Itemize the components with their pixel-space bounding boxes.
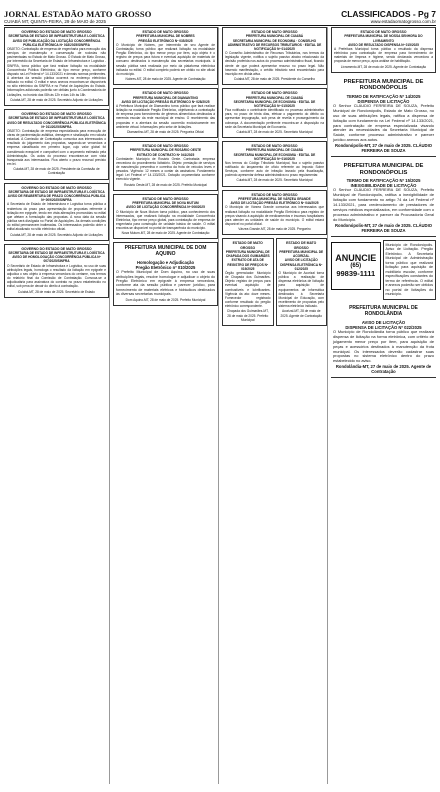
feature-body: O Senhor CLÁUDIO FERREIRA DE SOUZA, Prefeito Municipal de Rondonópolis, ratifica a inexigibilidade de licitação com fundamento no artigo 74 da Lei Federal nº 14.133/2021, para credenciamento de prestadores de serviços médicos especializados, em conformidade com o processo administrativo e parecer da Procuradoria Geral do Município. — [333, 187, 434, 222]
notice-signature: Cuiabá-MT, 28 de maio de 2025. Presidente do Conselho — [233, 76, 316, 81]
masthead — [4, 4, 436, 26]
feature-ref: Pregão Eletrônico nº 010/2025 — [135, 265, 196, 270]
notice-signature: Cuiabá-MT, 28 de maio de 2025. Presidente da Comissão de Contratação — [13, 167, 100, 176]
feature-title: PREFEITURA MUNICIPAL DE RONDONÓPOLIS — [343, 78, 424, 92]
notice-ref: AVISO DE PUBLICAÇÃO DA LICITAÇÃO CONCORRÊNCIA PÚBLICA ELETRÔNICA Nº 018/2025/SINFRA — [12, 38, 101, 47]
notice-signature: Nobres-MT, 28 de maio de 2025. Agente de Contratação — [125, 76, 206, 81]
feature-body: O Prefeito Municipal de Dom Aquino, no uso de suas atribuições legais, resolve homologar e adjudicar o objeto do Pregão Eletrônico em epígrafe à empresa vencedora, conforme ata da sessão pública e parecer jurídico, para fornecimento de materiais elétricos e hidráulicos destinados às diversas secretarias municipais. — [116, 270, 215, 297]
feature-title: PREFEITURA MUNICIPAL DE DOM AQUINO — [124, 245, 207, 258]
notice-body: O Município de Acorizal torna pública a realização de dispensa eletrônica de licitação para aquisição de equipamentos de informática destinados à Secretaria Municipal de Educação, com recebimento de propostas pelo sistema eletrônico indicado. — [278, 270, 324, 309]
notice-title: GOVERNO DO ESTADO DE MATO GROSSO — [21, 185, 92, 190]
feature-signature: Rondonópolis-MT, 27 de maio de 2025. CLÁUDIO FERREIRA DE SOUZA — [334, 143, 433, 154]
notice-signature: Acorizal-MT, 28 de maio de 2025. Agente de Contratação — [280, 309, 322, 318]
notice-title: GOVERNO DO ESTADO DE MATO GROSSO — [21, 246, 92, 251]
date-line: CUIABÁ MT, QUINTA-FEIRA, 29 de MAIO de 2025 — [4, 18, 106, 24]
newspaper-page — [4, 4, 436, 784]
feature-body: O Município de Rondolândia torna público que realizará dispensa de licitação na forma eletrônica, com critério de julgamento menor preço por item, para aquisição de peças e acessórios destinados à manutenção da frota municipal. Os interessados deverão cadastrar suas propostas no sistema eletrônico dentro do prazo estabelecido no aviso. — [333, 329, 434, 364]
notice-body: O Município de Nova Mutum torna público, para conhecimento dos interessados, que realizará licitação na modalidade Concorrência Eletrônica, tipo menor preço global, para contratação de empresa de engenharia para construção de unidade básica de saúde. O edital encontra-se disponível no portal de transparência do município. — [116, 209, 215, 231]
notice-signature: Livramento-MT, 28 de maio de 2025. Agente de Contratação — [340, 64, 427, 69]
notice-signature: Cuiabá-MT, 28 de maio de 2025. Secretário de Estado — [18, 289, 95, 294]
notice-title: ESTADO DE MATO GROSSO — [142, 196, 189, 201]
notice-cuiaba-1 — [222, 27, 327, 85]
notice-subtitle: PREFEITURA MUNICIPAL DE CUIABÁ — [245, 34, 304, 39]
notice-body: OBJETO: Contratação de empresa de engenharia para execução dos serviços de manutenção e conservação de rodovias não pavimentadas no Estado de Mato Grosso. O Estado de Mato Grosso, por intermédio da Secretaria de Estado de Infraestrutura e Logística - SINFRA, torna público que fará realizar licitação na modalidade Concorrência Pública Eletrônica, do tipo menor preço, conforme disposto na Lei Federal nº 14.133/2021 e demais normas pertinentes. A abertura da sessão pública ocorrerá no endereço eletrônico indicado no edital. O edital e seus anexos encontram-se disponíveis no sítio eletrônico da SINFRA e no Portal de Aquisições do Estado. Informações adicionais poderão ser obtidas junto à Coordenadoria de Licitações, no horário das 08h às 12h e das 14h às 18h. — [7, 46, 106, 97]
notice-signature: Várzea Grande-MT, 28 de maio de 2025. Pregoeiro — [238, 227, 311, 232]
feature-signature: Rondonópolis-MT, 27 de maio de 2025. CLÁUDIO FERREIRA DE SOUZA — [334, 222, 433, 233]
notice-subtitle: PREFEITURA MUNICIPAL DE CUIABÁ — [245, 95, 304, 100]
notice-ref: AVISO DE REABERTURA DE PRAZO CONCORRÊNCIA PÚBLICA Nº 009/2025/SINFRA — [7, 194, 106, 203]
notice-dom-aquino — [113, 242, 218, 306]
notice-title: ESTADO DE MATO GROSSO — [142, 91, 189, 96]
notice-signature: Chapada dos Guimarães-MT, 28 de maio de 2025. Prefeito Municipal — [226, 309, 269, 322]
notice-signature: Cuiabá-MT, 28 de maio de 2025. Secretário Adjunto de Licitações — [10, 232, 103, 237]
columns — [4, 27, 436, 784]
notice-ref: SECRETARIA MUNICIPAL DE ECONOMIA · CONSELHO ADMINISTRATIVO DE RECURSOS TRIBUTÁRIOS · EDITAL DE NOTIFICAÇÃO Nº 014/2025 — [227, 38, 322, 51]
notice-rondonopolis-2 — [331, 160, 436, 237]
notice-subtitle: SECRETARIA DE ESTADO DE INFRAESTRUTURA E LOGÍSTICA — [8, 34, 105, 39]
notice-title: ESTADO DE MATO GROSSO — [232, 241, 263, 250]
feature-signature: Rondolândia-MT, 27 de maio de 2025. Agente de Contratação — [335, 364, 432, 375]
notice-ref: AVISO DE LICITAÇÃO DISPENSA ELETRÔNICA Nº 012/2025 — [280, 258, 323, 271]
notice-subtitle: SECRETARIA DE ESTADO DE INFRAESTRUTURA E LOGÍSTICA — [8, 116, 105, 121]
feature-subtitle: TERMO DE RATIFICAÇÃO Nº 15/2025 — [346, 178, 421, 184]
anuncie-row — [331, 240, 436, 304]
notice-body: O Município de Várzea Grande comunica aos interessados que realizará licitação na modalidade Pregão Eletrônico para registro de preços visando à aquisição de medicamentos e insumos hospitalares para atender as unidades de saúde do município. O edital estará disponível no portal oficial. — [225, 205, 324, 226]
notice-cuiaba-3 — [222, 141, 327, 187]
notice-title: ESTADO DE MATO GROSSO — [360, 30, 407, 34]
notice-title: ESTADO DE MATO GROSSO — [286, 241, 317, 250]
notice-ref: SECRETARIA MUNICIPAL DE ECONOMIA · EDITAL DE NOTIFICAÇÃO Nº 016/2025 — [233, 152, 316, 161]
feature-title: PREFEITURA MUNICIPAL DE RONDONÓPOLIS — [343, 163, 424, 176]
feature-ref: DISPENSA DE LICITAÇÃO — [357, 99, 410, 105]
notice-subtitle: PREFEITURA MUNICIPAL DE VÁRZEA GRANDE — [238, 197, 311, 202]
feature-body: Município de Rondonópolis. Aviso de Licitação. Pregão Eletrônico. A Secretaria Municipal de Administração torna público que realizará licitação para aquisição de mobiliário escolar, conforme especificações constantes do termo de referência. O edital e anexos poderão ser obtidos no portal de licitações do município. — [385, 242, 433, 296]
notice-body: Fica notificado o contribuinte identificado no processo administrativo para, no prazo de trinta dias, efetuar o pagamento do débito ou apresentar impugnação, sob pena de revelia e prosseguimento da cobrança. A documentação pertinente encontra-se à disposição na sede da Secretaria Municipal de Economia. — [225, 108, 324, 129]
notice-ref: AVISO DE LICITAÇÃO PREGÃO ELETRÔNICO Nº 044/2025 — [230, 201, 319, 206]
feature-body: O Senhor CLÁUDIO FERREIRA DE SOUZA, Prefeito Municipal de Rondonópolis, Estado de Mato Grosso, no uso de suas atribuições legais, ratifica a dispensa de licitação com fundamento na Lei Federal nº 14.133/2021, para contratação de empresa especializada visando atender às necessidades da Secretaria Municipal de Saúde, conforme processo administrativo e parecer jurídico anexos aos autos. — [333, 103, 434, 143]
notice-rosario — [113, 141, 218, 191]
masthead-right — [341, 10, 436, 24]
notice-ref: SECRETARIA MUNICIPAL DE ECONOMIA · EDITAL DE NOTIFICAÇÃO Nº 015/2025 — [233, 99, 316, 108]
feature-subtitle: Homologação e Adjudicação — [136, 259, 195, 265]
notice-title: ESTADO DE MATO GROSSO — [251, 143, 298, 148]
notice-body: OBJETO: Contratação de empresa especializada para execução de obras de pavimentação asfáltica, drenagem e sinalização em rodovia estadual. A Comissão de Contratação comunica aos interessados o resultado do julgamento das propostas, sagrando-se vencedora a empresa classificada em primeiro lugar, cujo valor global foi considerado exequível e compatível com o orçamento estimado pela Administração. Os autos do processo encontram-se com vista franqueada aos interessados. Fica aberto o prazo recursal previsto em lei. — [7, 128, 106, 167]
notice-ref: AVISO DE LICITAÇÃO PREGÃO ELETRÔNICO Nº 028/2025 — [121, 99, 210, 104]
notice-nobres — [113, 27, 218, 85]
notice-subtitle: PREFEITURA MUNICIPAL DE NOBRES — [136, 34, 195, 39]
paper-name: JORNAL ESTADÃO MATO GROSSO — [4, 9, 152, 20]
notice-chapada — [222, 238, 274, 326]
anuncie-phone[interactable]: 99839-1111 — [336, 268, 376, 278]
notice-ref: AVISO DE LICITAÇÃO CONCORRÊNCIA Nº 006/2025 — [126, 205, 205, 210]
notice-signature: Cuiabá-MT, 28 de maio de 2025. Secretário Adjunto de Licitações — [10, 97, 103, 102]
notice-ref: AVISO DE RESULTADO DISPENSA Nº 015/2025 — [348, 42, 419, 47]
notice-subtitle: PREFEITURA MUNICIPAL DE CUIABÁ — [245, 148, 304, 153]
notice-subtitle: PREFEITURA MUNICIPAL DE NOSSA SENHORA DO LIVRAMENTO — [344, 34, 423, 43]
notice-ref: AVISO DE HOMOLOGAÇÃO CONCORRÊNCIA PÚBLICA Nº 007/2025/SINFRA — [12, 255, 101, 264]
notice-sinfra-2 — [4, 109, 109, 180]
notice-signature: Nova Mutum-MT, 28 de maio de 2025. Agente de Contratação — [121, 231, 210, 236]
masthead-left — [4, 10, 152, 24]
notice-ref: PREGÃO ELETRÔNICO Nº 035/2025 — [138, 38, 193, 43]
notice-subtitle: SECRETARIA DE ESTADO DE INFRAESTRUTURA E LOGÍSTICA — [8, 251, 105, 256]
notice-title: GOVERNO DO ESTADO DE MATO GROSSO — [21, 30, 92, 34]
notice-body: A Prefeitura Municipal torna público o resultado da dispensa eletrônica para contratação de empresa para fornecimento de materiais de limpeza e higiene, sendo declarada vencedora a proposta de menor preço, após análise de habilitação. — [334, 46, 433, 64]
notice-livramento — [331, 27, 436, 73]
notice-title: ESTADO DE MATO GROSSO — [251, 30, 298, 34]
anuncie-area-code: (65) — [350, 262, 362, 269]
feature-ref: INEXIGIBILIDADE DE LICITAÇÃO — [350, 183, 417, 189]
website-link[interactable]: www.estadaomatogrosso.com.br — [370, 18, 436, 24]
notice-signature: Diamantino-MT, 28 de maio de 2025. Pregoeira Oficial — [127, 129, 204, 134]
notice-nova-mutum — [113, 194, 218, 240]
notice-title: ESTADO DE MATO GROSSO — [142, 30, 189, 34]
notice-subtitle: PREFEITURA MUNICIPAL DE NOVA MUTUM — [132, 201, 199, 206]
notice-diamantino — [113, 88, 218, 138]
feature-ref: DISPENSA DE LICITAÇÃO Nº 022/2025 — [345, 325, 422, 331]
notice-signature: Rosário Oeste-MT, 28 de maio de 2025. Prefeito Municipal — [124, 182, 207, 187]
notice-signature: Cuiabá-MT, 28 de maio de 2025. Secretário Municipal — [236, 178, 313, 183]
notice-subtitle: PREFEITURA MUNICIPAL DE CHAPADA DOS GUIMARÃES — [225, 250, 270, 259]
column-4 — [331, 27, 436, 784]
notice-body: A Prefeitura Municipal de Diamantino torna público que fará realizar licitação na modalidade Pregão Eletrônico, objetivando a contratação de empresa para fornecimento de gêneros alimentícios destinados à merenda escolar da rede municipal de ensino. O recebimento das propostas e a abertura da sessão ocorrerão exclusivamente em ambiente virtual. Informações pelo setor de licitações. — [116, 103, 215, 129]
notice-title: ESTADO DE MATO GROSSO — [251, 192, 298, 197]
feature-subtitle: AVISO DE LICITAÇÃO — [361, 319, 406, 325]
notice-body: Órgão gerenciador: Município de Chapada dos Guimarães. Objeto: registro de preços para eventual aquisição de combustíveis e lubrificantes. Vigência da ata: doze meses. Fornecedor registrado conforme resultado do pregão eletrônico correspondente. — [225, 270, 271, 309]
anuncie-ad[interactable] — [331, 242, 381, 290]
notice-title: GOVERNO DO ESTADO DE MATO GROSSO — [21, 111, 92, 116]
feature-subtitle: TERMO DE RATIFICAÇÃO Nº 14/2025 — [346, 93, 421, 99]
notice-body: O Secretário de Estado de Infraestrutura e Logística, no uso de suas atribuições legais, homologa o resultado da licitação em epígrafe e adjudica o seu objeto à empresa vencedora do certame, nos termos do relatório final da Comissão de Contratação. Convoca-se a adjudicatária para assinatura do contrato no prazo estabelecido no edital, sob pena de decair do direito à contratação. — [7, 263, 106, 289]
notice-rondolandia — [331, 303, 436, 378]
notice-sinfra-3 — [4, 183, 109, 241]
notice-rondonopolis-3 — [383, 240, 437, 301]
notice-subtitle: PREFEITURA MUNICIPAL DE ACORIZAL — [279, 250, 324, 259]
column-3 — [222, 27, 328, 784]
notice-sinfra-4 — [4, 244, 109, 298]
notice-body: A Secretaria de Estado de Infraestrutura e Logística torna pública a reabertura do prazo para apresentação de propostas referente à licitação em epígrafe, tendo em vista alterações promovidas no edital que afetam a formulação das propostas. A nova data da sessão pública será divulgada no Portal de Aquisições. As demais condições do edital permanecem inalteradas. Os interessados poderão obter o edital atualizado no sítio eletrônico oficial. — [7, 202, 106, 232]
notice-ref: AVISO DE RESULTADO CONCORRÊNCIA PÚBLICA ELETRÔNICA Nº 011/2025/SINFRA — [7, 120, 106, 129]
section-title: CLASSIFICADOS - Pg 7 — [341, 9, 436, 20]
notice-subtitle: SECRETARIA DE ESTADO DE INFRAESTRUTURA E LOGÍSTICA — [8, 189, 105, 194]
notice-subtitle: PREFEITURA MUNICIPAL DE DIAMANTINO — [132, 95, 199, 100]
notice-sinfra-1 — [4, 27, 109, 106]
split-notices — [222, 238, 327, 329]
anuncie-label: ANUNCIE — [335, 252, 377, 263]
column-1 — [4, 27, 110, 784]
notice-body: Contratante: Município de Rosário Oeste. Contratada: empresa vencedora do procedimento licitatório. Objeto: prestação de serviços de manutenção preventiva e corretiva da frota de veículos leves e pesados. Vigência: 12 meses a contar da assinatura. Fundamento legal: Lei Federal nº 14.133/2021. Dotação orçamentária conforme exercício vigente. — [116, 156, 215, 182]
notice-body: Nos termos do Código Tributário Municipal, fica o sujeito passivo notificado do lançamento de ofício referente ao Imposto Sobre Serviços, conforme auto de infração lavrado pela fiscalização, podendo apresentar defesa administrativa no prazo regulamentar. — [225, 160, 324, 178]
notice-ref: EXTRATO DE ATA DE REGISTRO DE PREÇOS Nº 019/2025 — [227, 258, 269, 271]
notice-title: ESTADO DE MATO GROSSO — [251, 91, 298, 96]
notice-varzea-grande — [222, 190, 327, 236]
notice-cuiaba-2 — [222, 88, 327, 138]
notice-acorizal — [276, 238, 328, 326]
feature-title: PREFEITURA MUNICIPAL DE RONDOLÂNDIA — [349, 305, 418, 318]
column-2 — [113, 27, 219, 784]
notice-body: O Município de Nobres, por intermédio de seu Agente de Contratação, torna público que realizará licitação na modalidade Pregão Eletrônico, do tipo menor preço por item, cujo objeto é o registro de preços para futura e eventual aquisição de materiais de consumo destinados à manutenção das secretarias municipais. A sessão pública será realizada por meio da plataforma eletrônica indicada no edital. O edital completo poderá ser obtido no site oficial do município. — [116, 42, 215, 76]
notice-title: ESTADO DE MATO GROSSO — [142, 143, 189, 148]
notice-subtitle: PREFEITURA MUNICIPAL DE ROSÁRIO OESTE — [129, 148, 202, 153]
feature-signature: Dom Aquino-MT, 28 de maio de 2025. Prefeito Municipal — [125, 297, 206, 302]
notice-body: O Conselho Administrativo de Recursos Tributários, nos termos da legislação vigente, notifica o sujeito passivo abaixo relacionado da decisão proferida nos autos do processo administrativo fiscal, ficando ciente de que poderá apresentar recurso no prazo legal. Não havendo manifestação, o crédito tributário será encaminhado para inscrição em dívida ativa. — [225, 51, 324, 76]
notice-ref: EXTRATO DE CONTRATO Nº 041/2025 — [136, 152, 195, 157]
notice-rondonopolis-1 — [331, 76, 436, 157]
notice-signature: Cuiabá-MT, 28 de maio de 2025. Secretário Municipal — [236, 129, 313, 134]
